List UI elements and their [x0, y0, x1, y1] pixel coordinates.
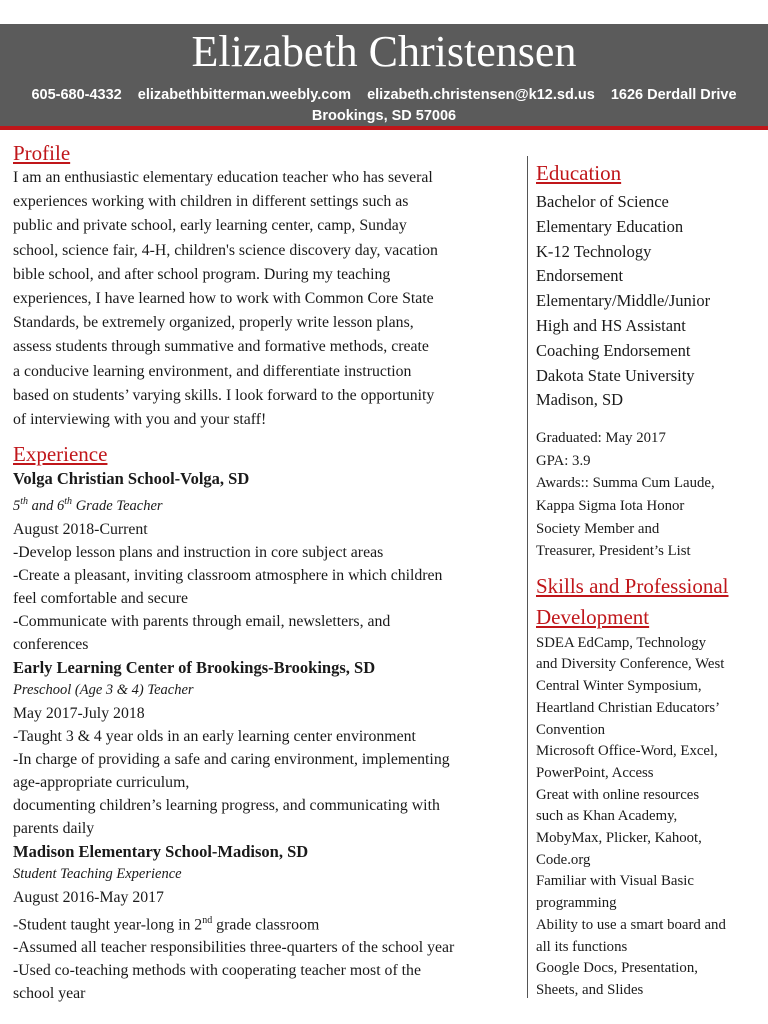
job-duty: age-appropriate curriculum, [13, 774, 190, 792]
job-employer: Early Learning Center of Brookings-Brookings, SD [13, 658, 376, 678]
skill-line: and Diversity Conference, West [536, 656, 725, 673]
profile-line: assess students through summative and formative methods, create [13, 338, 429, 356]
right-column [536, 160, 762, 1002]
job-duty: conferences [13, 636, 89, 654]
skill-line: Heartland Christian Educators’ [536, 699, 721, 716]
experience-heading: Experience [13, 442, 108, 467]
education-line: Madison, SD [536, 390, 624, 410]
skill-line: Code.org [536, 851, 591, 868]
education-line: Dakota State University [536, 365, 695, 385]
phone: 605-680-4332 [31, 87, 122, 103]
skill-line: SDEA EdCamp, Technology [536, 634, 707, 651]
profile-line: a conducive learning environment, and differentiate instruction [13, 362, 412, 380]
education-line: Elementary/Middle/Junior [536, 291, 711, 311]
job-duty: -Student taught year-long in 2nd grade classroom [13, 915, 320, 934]
education-detail: Treasurer, President’s List [536, 543, 691, 560]
education-details [536, 427, 762, 563]
profile-line: public and private school, early learning center, camp, Sunday [13, 217, 407, 235]
job-entry [13, 656, 525, 840]
job-duty: -Assumed all teacher responsibilities three-quarters of the school year [13, 939, 455, 957]
job-duty: -Create a pleasant, inviting classroom atmosphere in which children [13, 567, 443, 585]
education-detail: Graduated: May 2017 [536, 430, 666, 447]
job-employer: Madison Elementary School-Madison, SD [13, 842, 309, 862]
skill-line: all its functions [536, 938, 628, 955]
address: 1626 Derdall Drive [610, 87, 737, 103]
header-accent-line [0, 126, 768, 130]
profile-text [13, 166, 525, 432]
profile-line: bible school, and after school program. During my teaching [13, 265, 391, 283]
job-duty: -Develop lesson plans and instruction in core subject areas [13, 544, 384, 562]
skill-line: Google Docs, Presentation, [536, 960, 698, 977]
skill-line: Great with online resources [536, 786, 700, 803]
education-line: Bachelor of Science [536, 192, 669, 211]
job-duty: -Used co-teaching methods with cooperating teacher most of the [13, 962, 421, 980]
job-dates: August 2016-May 2017 [13, 889, 164, 907]
job-duty: -In charge of providing a safe and caring environment, implementing [13, 751, 450, 769]
email: elizabeth.christensen@k12.sd.us [367, 87, 595, 103]
job-role: Student Teaching Experience [13, 866, 182, 883]
candidate-name: Elizabeth Christensen [191, 27, 577, 76]
job-duty: feel comfortable and secure [13, 590, 188, 608]
website: elizabethbitterman.weebly.com [137, 87, 352, 103]
profile-line: of interviewing with you and your staff! [13, 411, 267, 429]
job-duty: -Communicate with parents through email, newsletters, and [13, 613, 391, 631]
city-line: Brookings, SD 57006 [311, 108, 457, 124]
contact-line [0, 85, 768, 105]
education-detail: Society Member and [536, 520, 660, 537]
profile-heading: Profile [13, 141, 71, 165]
job-dates: August 2018-Current [13, 521, 148, 539]
education-block [536, 190, 762, 413]
education-detail: Awards:: Summa Cum Laude, [536, 475, 715, 492]
skill-line: such as Khan Academy, [536, 808, 678, 825]
job-duty: -Taught 3 & 4 year olds in an early learning center environment [13, 728, 416, 746]
skill-line: MobyMax, Plicker, Kahoot, [536, 830, 702, 847]
job-employer: Volga Christian School-Volga, SD [13, 469, 250, 489]
skill-line: Convention [536, 721, 606, 738]
left-column [13, 140, 525, 1005]
skills-block [536, 633, 762, 1002]
job-role: 5th and 6th Grade Teacher [13, 496, 163, 515]
skill-line: PowerPoint, Access [536, 764, 654, 781]
job-duty: parents daily [13, 820, 95, 838]
profile-line: experiences, I have learned how to work with Common Core State [13, 290, 434, 308]
profile-line: I am an enthusiastic elementary education teacher who has several [13, 169, 433, 186]
column-divider [527, 156, 528, 998]
skill-line: programming [536, 895, 617, 912]
profile-line: Standards, be extremely organized, properly write lesson plans, [13, 314, 414, 332]
profile-line: school, science fair, 4-H, children's science discovery day, vacation [13, 241, 438, 259]
profile-line: based on students’ varying skills. I look forward to the opportunity [13, 386, 435, 404]
job-dates: May 2017-July 2018 [13, 705, 145, 723]
skills-heading: Skills and Professional Development [536, 573, 729, 629]
skill-line: Microsoft Office-Word, Excel, [536, 743, 718, 760]
education-line: Coaching Endorsement [536, 340, 691, 360]
profile-line: experiences working with children in different settings such as [13, 193, 409, 211]
skill-line: Ability to use a smart board and [536, 916, 726, 933]
job-duty: documenting children’s learning progress, and communicating with [13, 797, 440, 815]
job-duty: school year [13, 985, 86, 1003]
skill-line: Sheets, and Slides [536, 981, 644, 998]
skill-line: Central Winter Symposium, [536, 678, 702, 695]
education-line: High and HS Assistant [536, 315, 686, 335]
job-entry [13, 840, 525, 1005]
education-line: Elementary Education [536, 216, 684, 236]
education-line: K-12 Technology [536, 241, 652, 261]
job-entry [13, 467, 525, 656]
skill-line: Familiar with Visual Basic [536, 873, 694, 890]
education-detail: Kappa Sigma Iota Honor [536, 497, 685, 514]
education-line: Endorsement [536, 266, 624, 286]
education-heading: Education [536, 161, 622, 185]
education-detail: GPA: 3.9 [536, 452, 591, 469]
job-role: Preschool (Age 3 & 4) Teacher [13, 682, 194, 699]
